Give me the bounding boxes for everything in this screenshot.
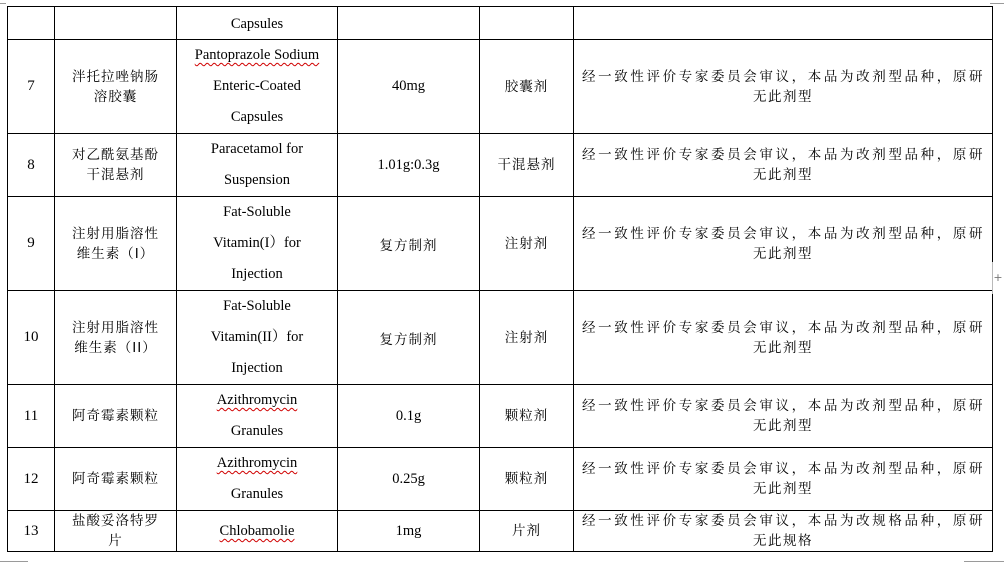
- en-name-line-wrap: [181, 102, 333, 133]
- en-name-line: Fat-Soluble: [223, 204, 291, 220]
- cn-name-line: 对乙酰氨基酚: [72, 147, 159, 163]
- spec-value: 1mg: [395, 522, 422, 539]
- en-name-line-wrap: [181, 197, 333, 228]
- cell-dosage-form[interactable]: [480, 197, 574, 291]
- cn-name-line: 片: [108, 533, 123, 549]
- cn-name-line: 维生素（II）: [74, 339, 157, 356]
- cell-cn-name[interactable]: [55, 134, 177, 197]
- cell-dosage-form[interactable]: [480, 291, 574, 385]
- note-line: 经一致性评价专家委员会审议，本品为改规格品种，原研: [582, 513, 984, 529]
- side-expand-handle[interactable]: [992, 262, 1003, 294]
- cell-note[interactable]: [574, 291, 993, 385]
- row-number: 13: [23, 522, 39, 539]
- en-name-line: Azithromycin: [216, 392, 298, 408]
- table-row[interactable]: [8, 448, 993, 511]
- cell-spec[interactable]: [338, 197, 480, 291]
- cell-en-name[interactable]: [177, 385, 338, 448]
- cell-en-name[interactable]: [177, 197, 338, 291]
- cell-spec[interactable]: [338, 385, 480, 448]
- cell-spec[interactable]: [338, 40, 480, 134]
- cell-no[interactable]: [8, 134, 55, 197]
- en-name-line: Vitamin(I）for: [213, 235, 301, 251]
- cell-no[interactable]: [8, 448, 55, 511]
- cell-no[interactable]: [8, 197, 55, 291]
- plus-icon: +: [993, 271, 1003, 284]
- cell-dosage-form[interactable]: [480, 40, 574, 134]
- note-line: 经一致性评价专家委员会审议，本品为改剂型品种，原研: [582, 398, 984, 414]
- cell-note[interactable]: [574, 7, 993, 40]
- en-name-line-wrap: [181, 291, 333, 322]
- en-name-line-wrap: [181, 71, 333, 102]
- cn-name-line: 阿奇霉素颗粒: [72, 408, 159, 424]
- en-name-line-wrap: [181, 322, 333, 353]
- en-name-line-wrap: [181, 259, 333, 290]
- cn-name-line: 维生素（Ⅰ）: [76, 245, 155, 262]
- cell-note[interactable]: [574, 134, 993, 197]
- en-name-line: Capsules: [230, 109, 284, 125]
- cell-dosage-form[interactable]: [480, 134, 574, 197]
- en-name-line: Vitamin(II）for: [210, 329, 304, 345]
- cn-name-line: 泮托拉唑钠肠: [72, 68, 159, 85]
- en-name-line-wrap: [181, 353, 333, 384]
- note-line: 经一致性评价专家委员会审议，本品为改剂型品种，原研: [582, 461, 984, 477]
- spec-value: 复方制剂: [379, 331, 438, 348]
- cell-note[interactable]: [574, 385, 993, 448]
- cell-no[interactable]: [8, 385, 55, 448]
- table-row[interactable]: [8, 197, 993, 291]
- spec-value: 1.01g:0.3g: [377, 156, 440, 173]
- en-name-line: Fat-Soluble: [223, 298, 291, 314]
- note-line: 经一致性评价专家委员会审议，本品为改剂型品种，原研: [582, 319, 984, 336]
- cn-name-line: 阿奇霉素颗粒: [72, 471, 159, 487]
- note-line: 无此剂型: [753, 339, 813, 356]
- cell-dosage-form[interactable]: [480, 7, 574, 40]
- cn-name-line: 注射用脂溶性: [72, 225, 159, 242]
- dosage-form-value: 干混悬剂: [497, 157, 556, 173]
- row-number: 7: [27, 78, 35, 94]
- cell-spec[interactable]: [338, 448, 480, 511]
- cell-dosage-form[interactable]: [480, 448, 574, 511]
- drug-table-body: [8, 7, 993, 552]
- cell-spec[interactable]: [338, 7, 480, 40]
- cell-cn-name[interactable]: [55, 385, 177, 448]
- cell-spec[interactable]: [338, 291, 480, 385]
- cell-no[interactable]: [8, 291, 55, 385]
- dosage-form-value: 注射剂: [504, 235, 549, 252]
- en-name-line-wrap: [181, 416, 333, 447]
- row-number: 9: [27, 235, 35, 251]
- en-name-line-wrap: [181, 448, 333, 479]
- spec-value: 0.1g: [395, 407, 422, 424]
- en-name-line: Suspension: [223, 172, 291, 188]
- cell-dosage-form[interactable]: [480, 511, 574, 552]
- row-number: 8: [27, 156, 35, 173]
- cell-no[interactable]: [8, 40, 55, 134]
- dosage-form-value: 胶囊剂: [504, 78, 549, 95]
- note-line: 无此剂型: [753, 245, 813, 262]
- table-row[interactable]: [8, 40, 993, 134]
- page-corner-marker: [0, 3, 6, 14]
- cell-cn-name[interactable]: [55, 448, 177, 511]
- row-number: 11: [23, 407, 39, 424]
- cell-note[interactable]: [574, 448, 993, 511]
- cell-note[interactable]: [574, 511, 993, 552]
- cell-en-name[interactable]: [177, 7, 338, 40]
- en-name-line-wrap: [181, 165, 333, 196]
- note-line: 无此剂型: [753, 418, 813, 434]
- spec-value: 0.25g: [392, 470, 425, 487]
- cn-name-line: 干混悬剂: [86, 167, 145, 183]
- en-name-line: Enteric-Coated: [213, 78, 301, 94]
- cn-name-line: 溶胶囊: [93, 88, 138, 105]
- table-row[interactable]: [8, 134, 993, 197]
- cell-cn-name[interactable]: [55, 291, 177, 385]
- page-corner-marker: [0, 551, 28, 562]
- en-name-line: Azithromycin: [216, 455, 298, 471]
- cell-en-name[interactable]: [177, 511, 338, 552]
- cell-cn-name[interactable]: [55, 197, 177, 291]
- cell-no[interactable]: [8, 511, 55, 552]
- row-number: 12: [23, 470, 39, 487]
- en-name-line: Granules: [230, 486, 284, 502]
- note-line: 无此剂型: [753, 167, 813, 183]
- en-name-line: Pantoprazole Sodium: [194, 47, 320, 63]
- dosage-form-value: 片剂: [512, 523, 541, 539]
- cell-cn-name[interactable]: [55, 40, 177, 134]
- dosage-form-value: 注射剂: [504, 329, 549, 346]
- en-name-line: Injection: [231, 266, 283, 282]
- en-name-line: Granules: [230, 423, 284, 439]
- en-name-line-wrap: [181, 40, 333, 71]
- note-line: 无此剂型: [753, 481, 813, 497]
- cell-en-name[interactable]: [177, 40, 338, 134]
- cell-en-name[interactable]: [177, 134, 338, 197]
- en-name-line-wrap: [181, 134, 333, 165]
- table-row[interactable]: [8, 511, 993, 552]
- en-name-line: Capsules: [230, 16, 284, 32]
- cell-dosage-form[interactable]: [480, 385, 574, 448]
- en-name-line-wrap: [181, 385, 333, 416]
- cell-spec[interactable]: [338, 511, 480, 552]
- cell-en-name[interactable]: [177, 291, 338, 385]
- cell-note[interactable]: [574, 197, 993, 291]
- en-name-line: Injection: [231, 360, 283, 376]
- cell-spec[interactable]: [338, 134, 480, 197]
- en-name-line-wrap: [181, 521, 333, 541]
- en-name-line: Paracetamol for: [210, 141, 304, 157]
- cell-no[interactable]: [8, 7, 55, 40]
- page-corner-marker: [964, 551, 1004, 562]
- dosage-form-value: 颗粒剂: [504, 408, 549, 424]
- note-line: 无此规格: [753, 533, 813, 549]
- cn-name-line: 盐酸妥洛特罗: [72, 513, 159, 529]
- table-row-partial[interactable]: [8, 7, 993, 40]
- en-name-line-wrap: [181, 479, 333, 510]
- spec-value: 40mg: [391, 78, 426, 94]
- note-line: 无此剂型: [753, 88, 813, 105]
- cn-name-line: 注射用脂溶性: [72, 319, 159, 336]
- cell-en-name[interactable]: [177, 448, 338, 511]
- table-row[interactable]: [8, 385, 993, 448]
- en-name-line-wrap: [181, 228, 333, 259]
- row-number: 10: [23, 329, 39, 345]
- note-line: 经一致性评价专家委员会审议，本品为改剂型品种，原研: [582, 68, 984, 85]
- en-name-line: Chlobamolie: [219, 523, 295, 539]
- spec-value: 复方制剂: [379, 237, 438, 254]
- cell-cn-name[interactable]: [55, 511, 177, 552]
- drug-table[interactable]: [7, 6, 993, 552]
- dosage-form-value: 颗粒剂: [504, 471, 549, 487]
- cell-note[interactable]: [574, 40, 993, 134]
- note-line: 经一致性评价专家委员会审议，本品为改剂型品种，原研: [582, 147, 984, 163]
- table-row[interactable]: [8, 291, 993, 385]
- cell-cn-name[interactable]: [55, 7, 177, 40]
- note-line: 经一致性评价专家委员会审议，本品为改剂型品种，原研: [582, 225, 984, 242]
